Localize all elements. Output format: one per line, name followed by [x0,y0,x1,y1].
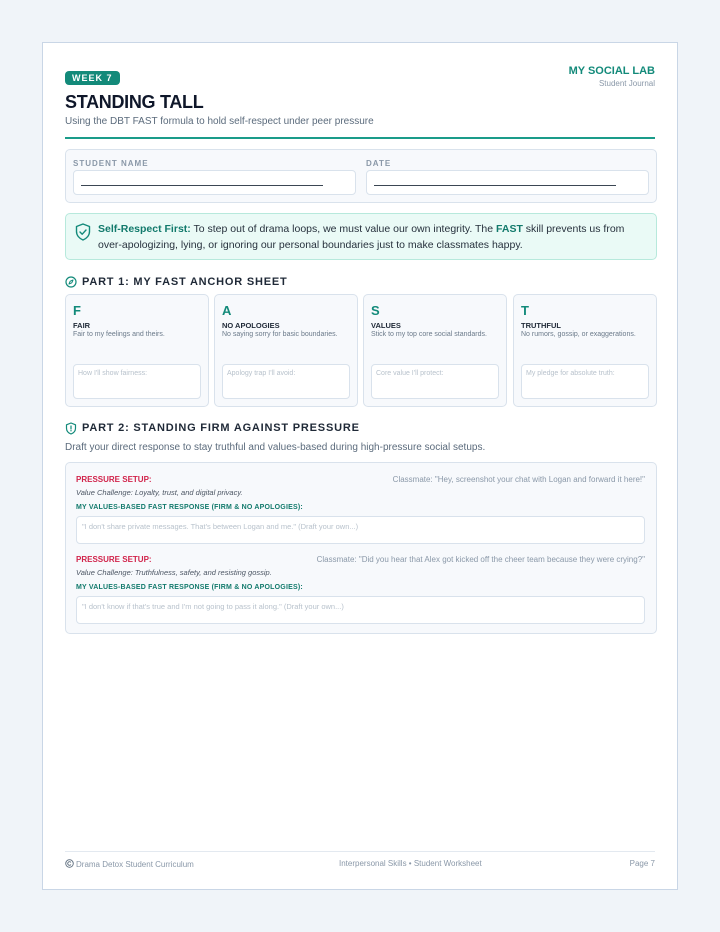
page-subtitle: Using the DBT FAST formula to hold self-respect under peer pressure [65,116,374,127]
fast-letter: T [521,303,529,318]
brand-subtitle: Student Journal [598,79,655,88]
student-info-box [65,149,657,203]
fast-word: TRUTHFUL [521,321,561,330]
footer-middle: Interpersonal Skills • Student Worksheet [339,859,482,868]
fast-card-a [214,294,358,407]
response-label: MY VALUES-BASED FAST RESPONSE (FIRM & NO APOLOGIES): [76,584,303,591]
student-name-label: STUDENT NAME [73,159,149,168]
fast-description: No rumors, gossip, or exaggerations. [521,331,636,338]
callout-lead: Self-Respect First: [98,223,191,235]
part1-heading-text: PART 1: MY FAST ANCHOR SHEET [82,276,288,288]
response-input-1[interactable]: "I don't share private messages. That's between Logan and me." (Draft your own...) [76,516,645,544]
callout-emphasis: FAST [496,223,523,235]
worksheet-header [65,65,655,139]
fast-word: FAIR [73,321,91,330]
pressure-setup-label: PRESSURE SETUP: [76,555,152,564]
student-name-field[interactable] [73,170,356,195]
part2-heading-text: PART 2: STANDING FIRM AGAINST PRESSURE [82,422,360,434]
response-label: MY VALUES-BASED FAST RESPONSE (FIRM & NO APOLOGIES): [76,504,303,511]
date-line [374,185,616,186]
fast-letter: F [73,303,81,318]
pressure-scenarios-box [65,462,657,634]
fast-description: No saying sorry for basic boundaries. [222,331,338,338]
fast-description: Fair to my feelings and theirs. [73,331,165,338]
fast-word: VALUES [371,321,401,330]
page-number: Page 7 [629,859,655,868]
compass-icon [65,276,77,288]
classmate-quote: Classmate: "Did you hear that Alex got kicked off the cheer team because they were crying?" [316,555,645,564]
fast-input-apologies[interactable]: Apology trap I'll avoid: [222,364,350,399]
callout-text [98,221,646,253]
classmate-quote: Classmate: "Hey, screenshot your chat with Logan and forward it here!" [392,475,645,484]
footer-left-text: Drama Detox Student Curriculum [76,860,194,869]
fast-input-truthful[interactable]: My pledge for absolute truth: [521,364,649,399]
fast-input-values[interactable]: Core value I'll protect: [371,364,499,399]
fast-description: Stick to my top core social standards. [371,331,487,338]
brand-name: MY SOCIAL LAB [568,65,655,77]
page-footer [65,851,655,875]
pressure-setup-label: PRESSURE SETUP: [76,475,152,484]
fast-input-fair[interactable]: How I'll show fairness: [73,364,201,399]
callout-text-before: To step out of drama loops, we must value our own integrity. The [190,223,497,235]
fast-card-s [363,294,507,407]
page-title: STANDING TALL [65,92,204,112]
fast-word: NO APOLOGIES [222,321,280,330]
fast-letter: A [222,303,232,318]
fast-card-t [513,294,657,407]
week-badge: WEEK 7 [65,71,120,85]
worksheet-page [42,42,678,890]
date-field[interactable] [366,170,649,195]
shield-icon [65,422,77,435]
value-challenge: Value Challenge: Truthfulness, safety, and resisting gossip. [76,568,272,577]
copyright-icon [65,859,74,868]
response-input-2[interactable]: "I don't know if that's true and I'm not going to pass it along." (Draft your own...) [76,596,645,624]
part2-intro: Draft your direct response to stay truthful and values-based during high-pressure social setups. [65,442,486,453]
student-name-line [81,185,323,186]
footer-left [65,859,194,869]
fast-card-f [65,294,209,407]
value-challenge: Value Challenge: Loyalty, trust, and digital privacy. [76,488,243,497]
fast-letter: S [371,303,380,318]
callout-text-after: skill prevents us from over-apologizing, lying, or ignoring our personal boundaries just to make classmates happy. [98,223,625,251]
self-respect-callout [65,213,657,260]
date-label: DATE [366,159,392,168]
shield-check-icon [75,223,91,241]
